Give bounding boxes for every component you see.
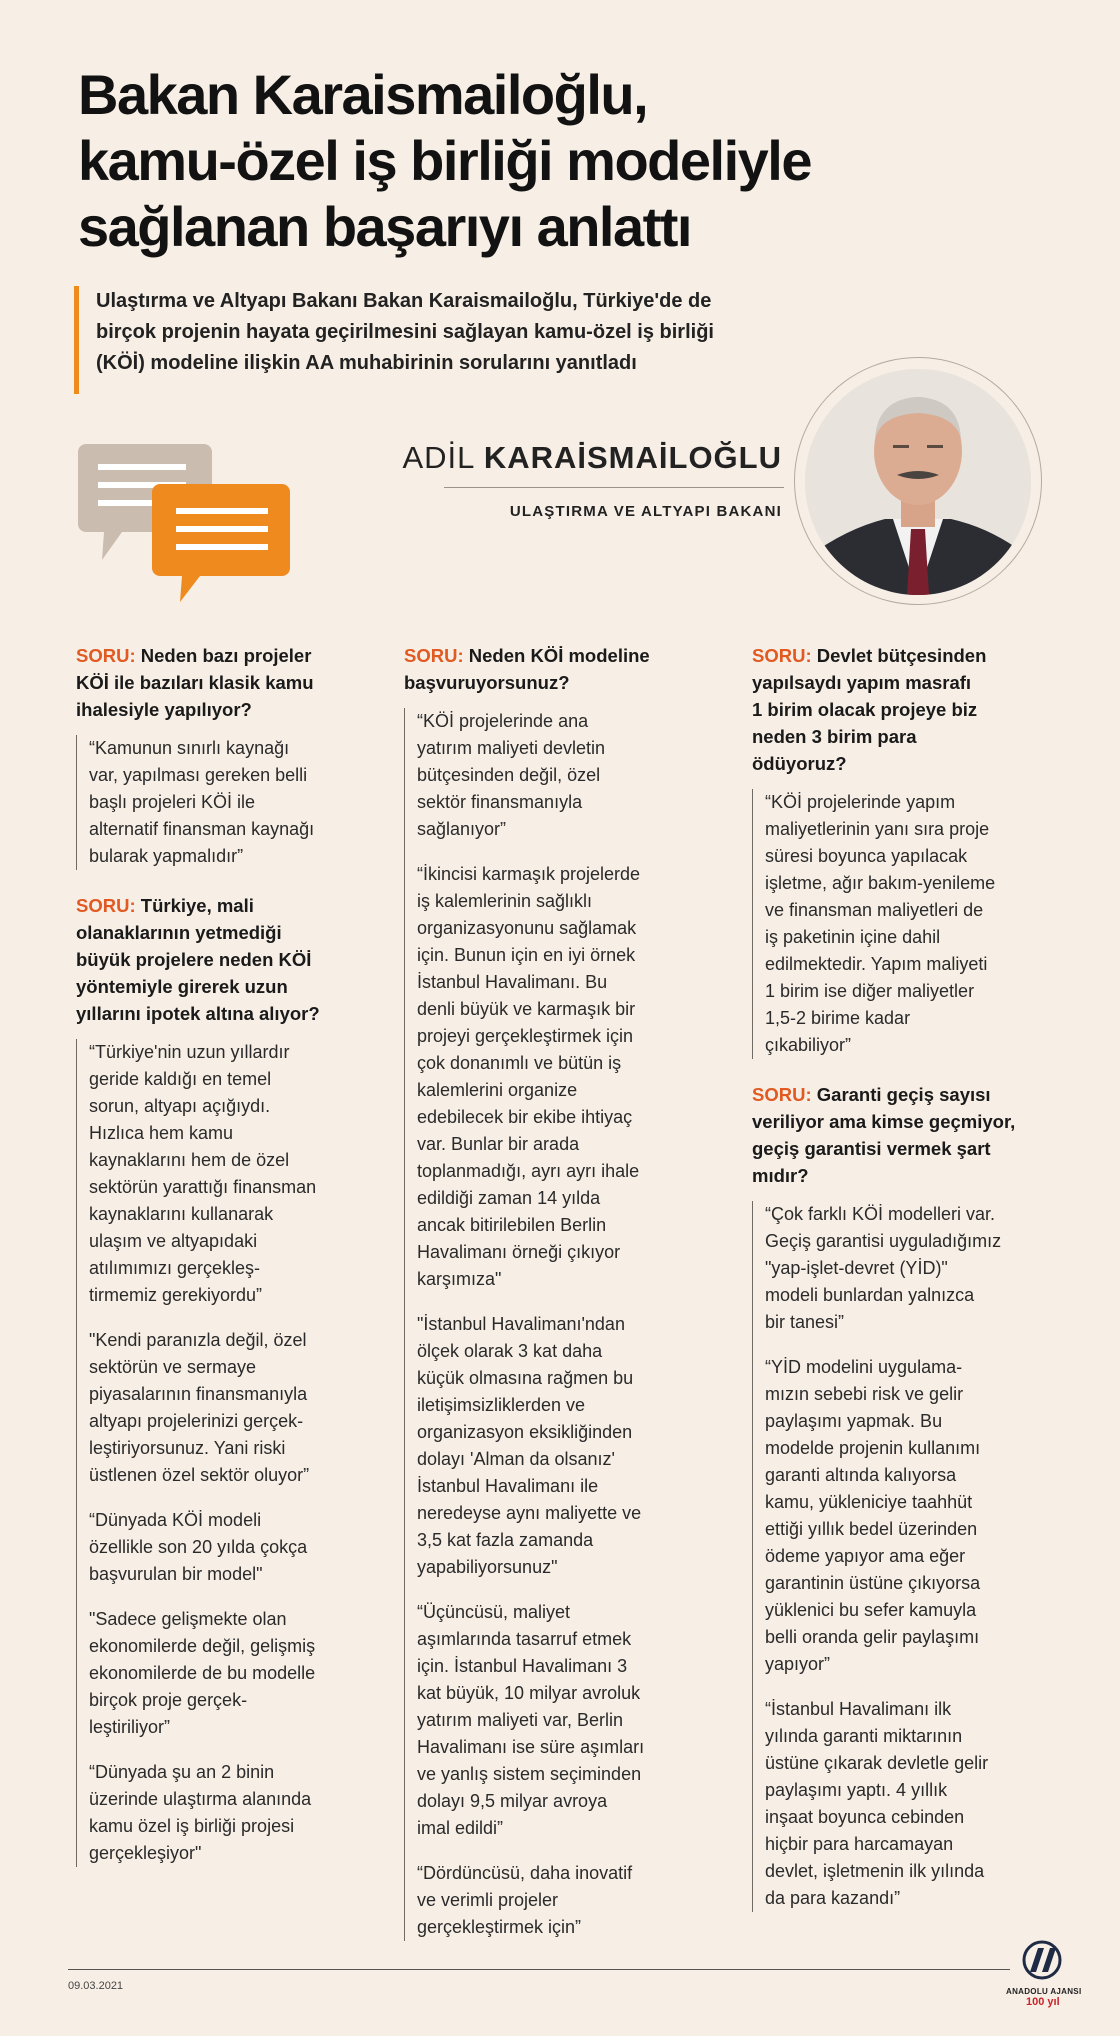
question-label: SORU:	[404, 645, 464, 666]
answer-paragraph: “Türkiye'nin uzun yıllardır geride kaldığı en temel sorun, altyapı açığıydı. Hızlıca hem kamu kaynaklarını hem de özel sektörün yarattığı finansman kaynaklarını kullanarak ulaşım ve altyapıdaki atılımımızı gerçekleş- tirmemiz gerekiyordu”	[89, 1042, 317, 1305]
lead-paragraph	[74, 286, 754, 394]
question: SORU: Neden bazı projeler KÖİ ile bazıları klasik kamu ihalesiyle yapılıyor?	[76, 645, 314, 720]
person-first-name: ADİL	[402, 440, 475, 475]
answer-paragraph: “Dünyada şu an 2 binin üzerinde ulaştırma alanında kamu özel iş birliği projesi gerçekleşiyor"	[89, 1762, 312, 1863]
question: SORU: Devlet bütçesinden yapılsaydı yapım masrafı 1 birim olacak projeye biz neden 3 birim para ödüyoruz?	[752, 645, 987, 774]
person-name	[402, 440, 782, 476]
answer-paragraph: "Sadece gelişmekte olan ekonomilerde değil, gelişmiş ekonomilerde de bu modelle birçok proje gerçek- leştiriliyor”	[89, 1609, 316, 1737]
answer-group	[752, 789, 1052, 1059]
qa-block	[76, 642, 366, 870]
answer-group	[404, 708, 704, 1941]
qa-column-3	[752, 642, 1052, 1934]
lead-line: birçok projenin hayata geçirilmesini sağlayan kamu-özel iş birliği	[96, 321, 714, 343]
lead-line: Ulaştırma ve Altyapı Bakanı Bakan Karaismailoğlu, Türkiye'de de	[96, 290, 712, 312]
speech-bubbles-icon	[78, 444, 294, 604]
qa-block	[752, 1081, 1052, 1912]
qa-column-2	[404, 642, 704, 1963]
footer-divider	[68, 1969, 1010, 1970]
answer-group	[752, 1201, 1052, 1912]
answer-paragraph: “Dünyada KÖİ modeli özellikle son 20 yılda çokça başvurulan bir model"	[89, 1510, 308, 1584]
qa-column-1	[76, 642, 366, 1889]
question-label: SORU:	[752, 1084, 812, 1105]
question: SORU: Garanti geçiş sayısı veriliyor ama kimse geçmiyor, geçiş garantisi vermek şart mıdır?	[752, 1084, 1016, 1186]
answer-group	[76, 735, 366, 870]
anniversary-mark: 100 yıl	[1026, 1996, 1060, 2008]
person-last-name: KARAİSMAİLOĞLU	[483, 440, 782, 475]
answer-paragraph: "İstanbul Havalimanı'ndan ölçek olarak 3 kat daha küçük olmasına rağmen bu iletişimsizliklerden ve organizasyon eksikliğinden dolayı 'Alman da olsanız' İstanbul Havalimanı ile neredeyse aynı maliyette ve 3,5 kat fazla zamanda yapabiliyorsunuz"	[417, 1314, 642, 1577]
answer-paragraph: "Kendi paranızla değil, özel sektörün ve sermaye piyasalarının finansmanıyla altyapı projelerinizi gerçek- leştiriyorsunuz. Yani riski üstlenen özel sektör oluyor”	[89, 1330, 310, 1485]
question: SORU: Türkiye, mali olanaklarının yetmediği büyük projelere neden KÖİ yöntemiyle girerek uzun yıllarını ipotek altına alıyor?	[76, 895, 320, 1024]
question-label: SORU:	[752, 645, 812, 666]
title-line: Bakan Karaismailoğlu,	[78, 63, 648, 126]
question: SORU: Neden KÖİ modeline başvuruyorsunuz?	[404, 645, 650, 693]
lead-line: (KÖİ) modeline ilişkin AA muhabirinin sorularını yanıtladı	[96, 352, 637, 374]
qa-block	[76, 892, 366, 1867]
question-label: SORU:	[76, 645, 136, 666]
title-line: sağlanan başarıyı anlattı	[78, 195, 691, 258]
answer-paragraph: “KÖİ projelerinde yapım maliyetlerinin yanı sıra proje süresi boyunca yapılacak işletme, ağır bakım-yenileme ve finansman maliyetleri de iş paketinin içine dahil edilmektedir. Yapım maliyeti 1 birim ise diğer maliyetler 1,5-2 birime kadar çıkabiliyor”	[765, 792, 996, 1055]
portrait-photo	[805, 369, 1031, 595]
answer-paragraph: “Kamunun sınırlı kaynağı var, yapılması gereken belli başlı projeleri KÖİ ile alternatif finansman kaynağı bularak yapmalıdır”	[89, 738, 315, 866]
name-divider	[444, 487, 784, 488]
answer-paragraph: “İstanbul Havalimanı ilk yılında garanti miktarının üstüne çıkarak devletle gelir paylaşımı yaptı. 4 yıllık inşaat boyunca cebinden hiçbir para harcamayan devlet, işletmenin ilk yılında da para kazandı”	[765, 1699, 989, 1908]
answer-paragraph: “İkincisi karmaşık projelerde iş kalemlerinin sağlıklı organizasyonunu sağlamak için. Bunun için en iyi örnek İstanbul Havalimanı. Bu denli büyük ve karmaşık bir projeyi gerçekleştirmek için çok donanımlı ve bütün iş kalemlerini organize edebilecek bir ekibe ihtiyaç var. Bunlar bir arada toplanmadığı, ayrı ayrı ihale edildiği zaman 14 yılda ancak bitirilebilen Berlin Havalimanı örneği çıkıyor karşımıza"	[417, 864, 641, 1289]
qa-block	[404, 642, 704, 1941]
publish-date: 09.03.2021	[68, 1980, 124, 1992]
answer-paragraph: “KÖİ projelerinde ana yatırım maliyeti devletin bütçesinden değil, özel sektör finansmanıyla sağlanıyor”	[417, 711, 606, 839]
answer-paragraph: “Çok farklı KÖİ modelleri var. Geçiş garantisi uyguladığımız "yap-işlet-devret (YİD)" modeli bunlardan yalnızca bir tanesi”	[765, 1204, 1002, 1332]
answer-paragraph: “Dördüncüsü, daha inovatif ve verimli projeler gerçekleştirmek için”	[417, 1863, 633, 1937]
person-role: ULAŞTIRMA VE ALTYAPI BAKANI	[509, 503, 782, 520]
title-line: kamu-özel iş birliği modeliyle	[78, 129, 811, 192]
page-title	[78, 62, 1058, 260]
question-label: SORU:	[76, 895, 136, 916]
qa-block	[752, 642, 1052, 1059]
answer-paragraph: “Üçüncüsü, maliyet aşımlarında tasarruf etmek için. İstanbul Havalimanı 3 kat büyük, 10 milyar avroluk yatırım maliyeti var, Berlin Havalimanı ise süre aşımları ve yanlış sistem seçiminden dolayı 9,5 milyar avroya imal edildi”	[417, 1602, 645, 1838]
agency-name: ANADOLU AJANSI	[1006, 1987, 1082, 1996]
answer-paragraph: “YİD modelini uygulama- mızın sebebi risk ve gelir paylaşımı yapmak. Bu modelde projenin kullanımı garanti altında kalıyorsa kamu, yükleniciye taahhüt ettiği yıllık bedel üzerinden ödeme yapıyor ama eğer garantinin üstüne çıkıyorsa yüklenici bu sefer kamuyla belli oranda gelir paylaşımı yapıyor”	[765, 1357, 981, 1674]
answer-group	[76, 1039, 366, 1867]
